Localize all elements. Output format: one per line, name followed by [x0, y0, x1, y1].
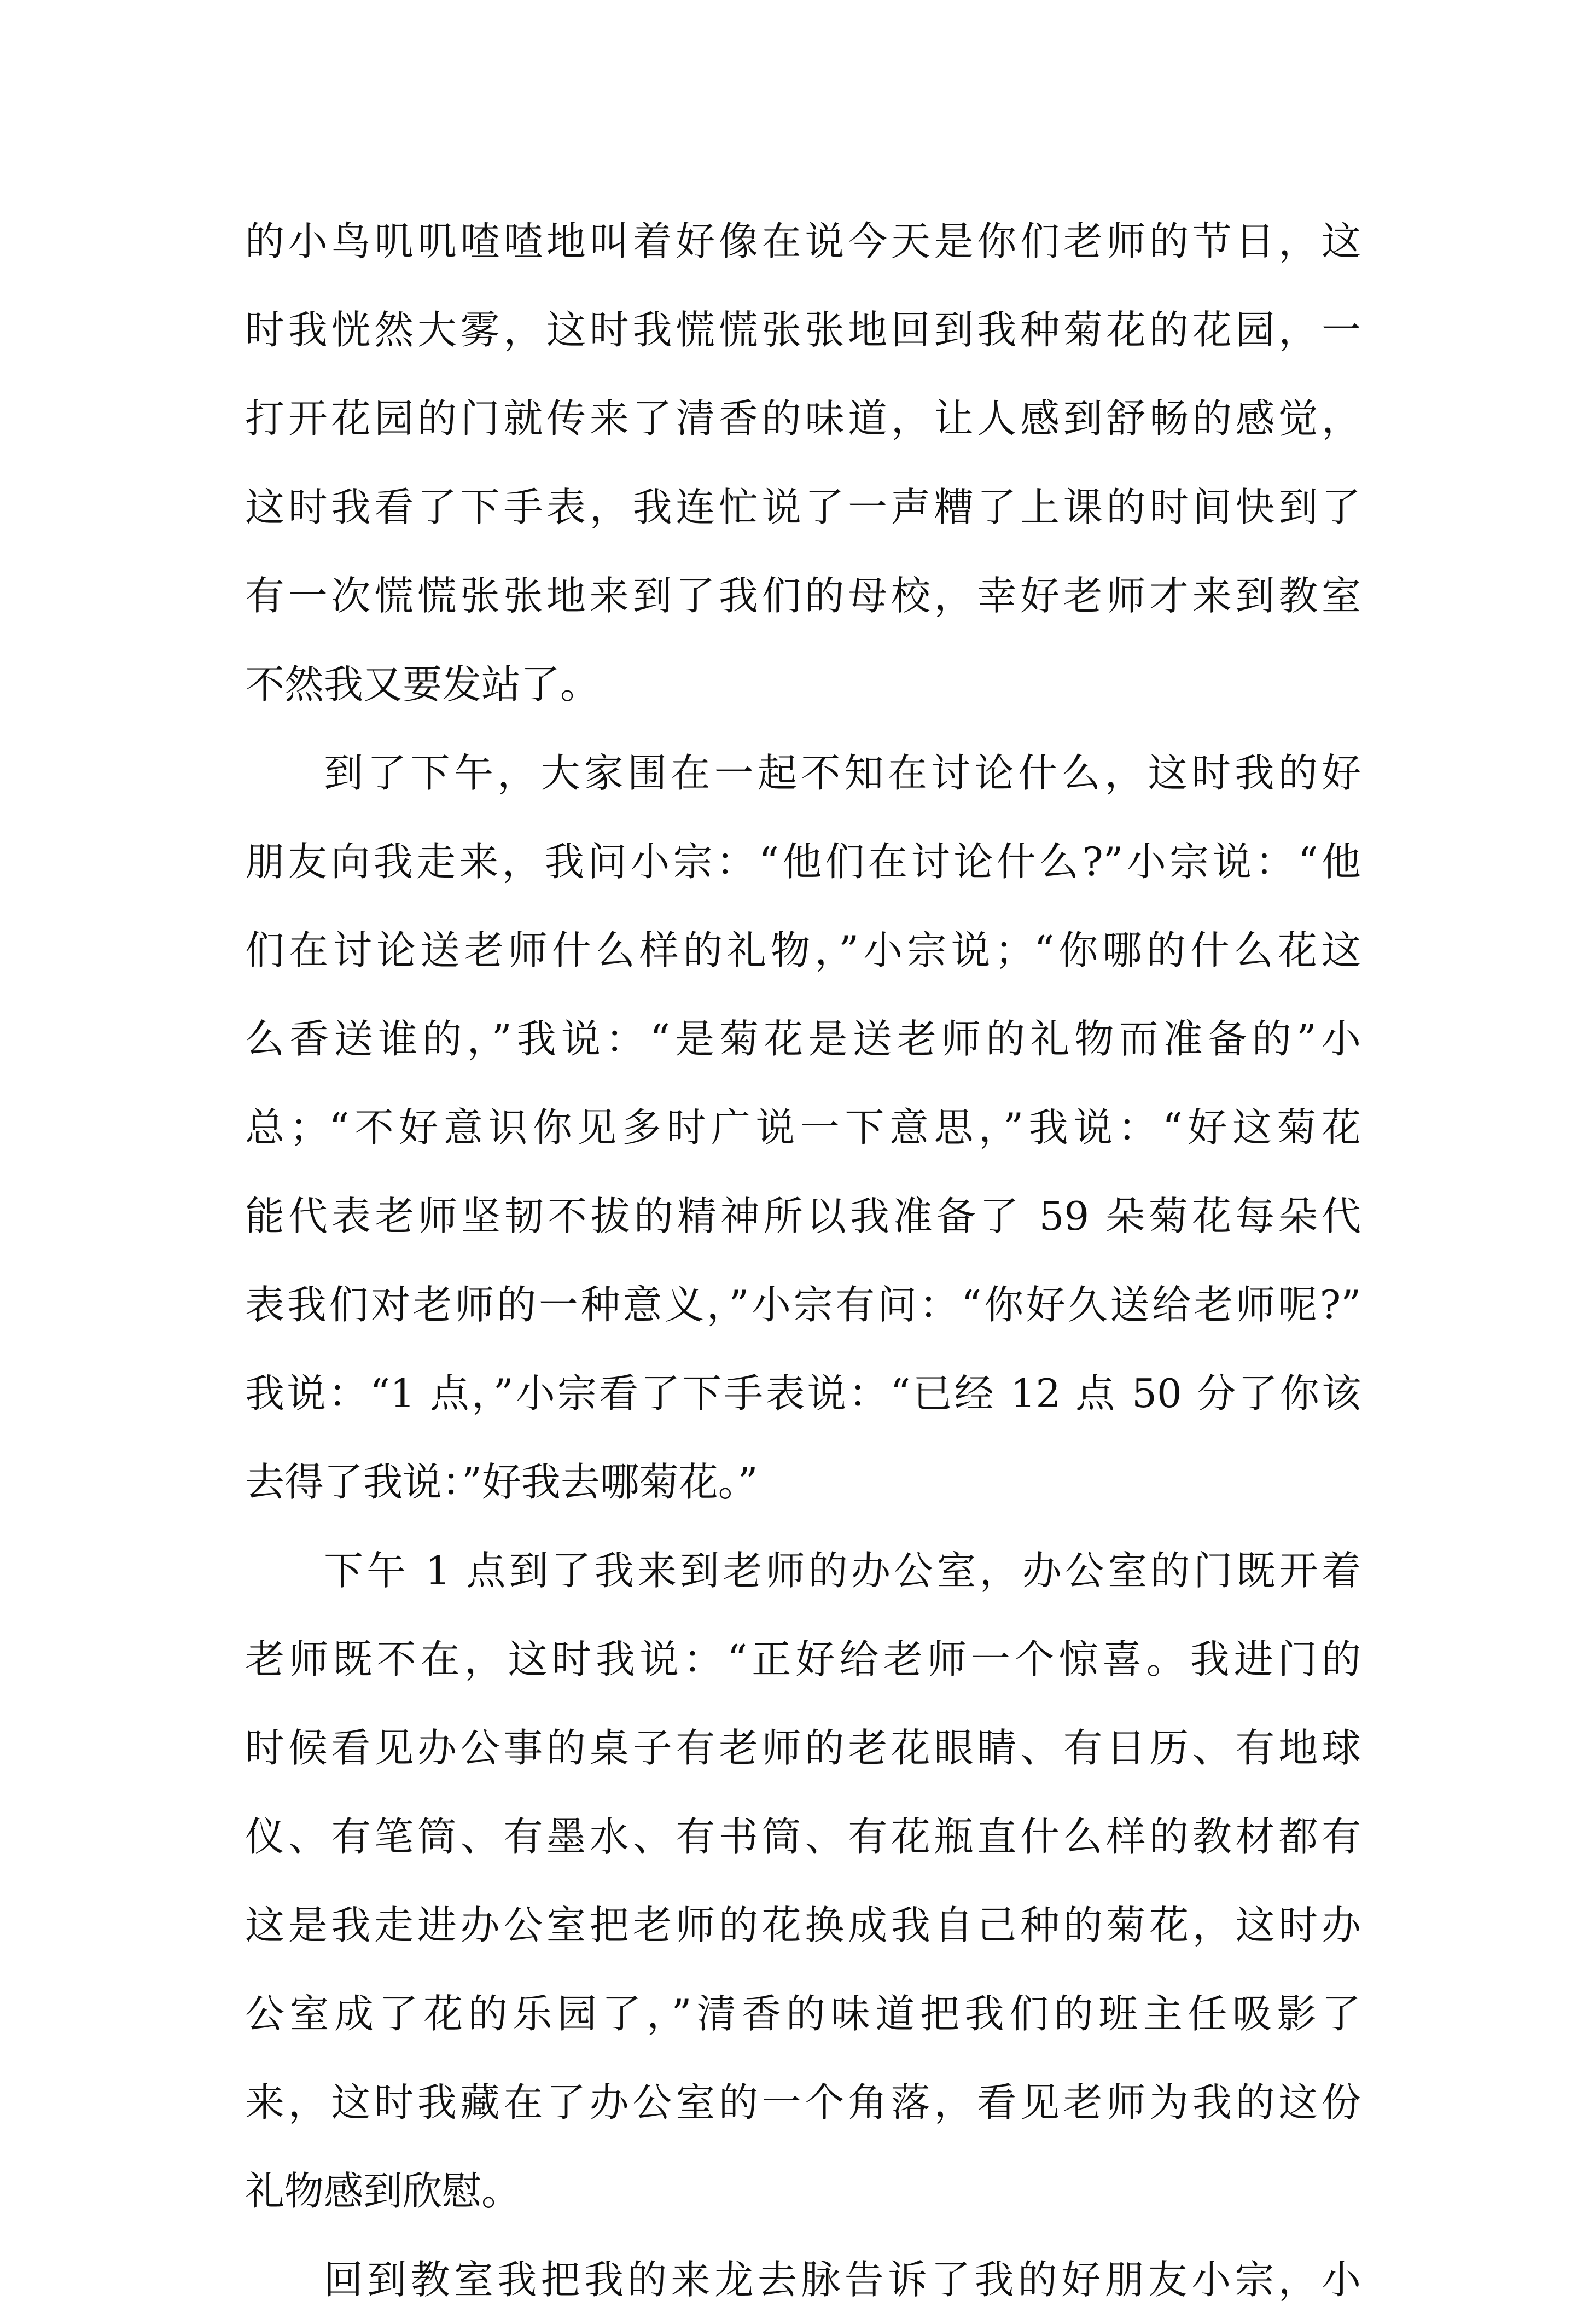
text-line: 朋友向我走来，我问小宗：“他们在讨论什么?”小宗说：“他	[245, 839, 1361, 885]
text-line: 时候看见办公事的桌子有老师的老花眼睛、有日历、有地球	[245, 1725, 1361, 1771]
text-line: 这时我看了下手表，我连忙说了一声糟了上课的时间快到了	[245, 484, 1361, 530]
text-line: 礼物感到欣慰。	[245, 2168, 521, 2214]
text-line: 仪、有笔筒、有墨水、有书筒、有花瓶直什么样的教材都有	[245, 1814, 1361, 1860]
document-body	[245, 197, 1361, 2324]
text-line: 来，这时我藏在了办公室的一个角落，看见老师为我的这份	[245, 2079, 1361, 2125]
text-line: 么香送谁的，”我说：“是菊花是送老师的礼物而准备的”小	[245, 1016, 1361, 1062]
text-line: 去得了我说：”好我去哪菊花。”	[245, 1459, 758, 1505]
paragraph-first-line: 回到教室我把我的来龙去脉告诉了我的好朋友小宗，小	[324, 2257, 1361, 2303]
text-line: 有一次慌慌张张地来到了我们的母校，幸好老师才来到教室	[245, 573, 1361, 619]
paragraph-first-line: 到了下午，大家围在一起不知在讨论什么，这时我的好	[324, 750, 1361, 796]
text-line: 表我们对老师的一种意义，”小宗有问：“你好久送给老师呢?”	[245, 1282, 1361, 1328]
text-line: 这是我走进办公室把老师的花换成我自己种的菊花，这时办	[245, 1902, 1361, 1948]
text-line: 我说：“1 点，”小宗看了下手表说：“已经 12 点 50 分了你该	[245, 1370, 1361, 1416]
text-line: 不然我又要发站了。	[245, 661, 600, 707]
paragraph-first-line: 下午 1 点到了我来到老师的办公室，办公室的门既开着	[324, 1548, 1361, 1594]
text-line: 公室成了花的乐园了，”清香的味道把我们的班主任吸影了	[245, 1991, 1361, 2037]
text-line: 总；“不好意识你见多时广说一下意思，”我说：“好这菊花	[245, 1105, 1361, 1151]
text-line: 们在讨论送老师什么样的礼物，”小宗说；“你哪的什么花这	[245, 927, 1361, 973]
text-line: 打开花园的门就传来了清香的味道，让人感到舒畅的感觉，	[245, 396, 1361, 441]
text-line: 能代表老师坚韧不拔的精神所以我准备了 59 朵菊花每朵代	[245, 1193, 1361, 1239]
text-line: 的小鸟叽叽喳喳地叫着好像在说今天是你们老师的节日，这	[245, 218, 1361, 264]
text-line: 老师既不在，这时我说：“正好给老师一个惊喜。我进门的	[245, 1636, 1361, 1682]
text-line: 时我恍然大雾，这时我慌慌张张地回到我种菊花的花园，一	[245, 307, 1361, 353]
